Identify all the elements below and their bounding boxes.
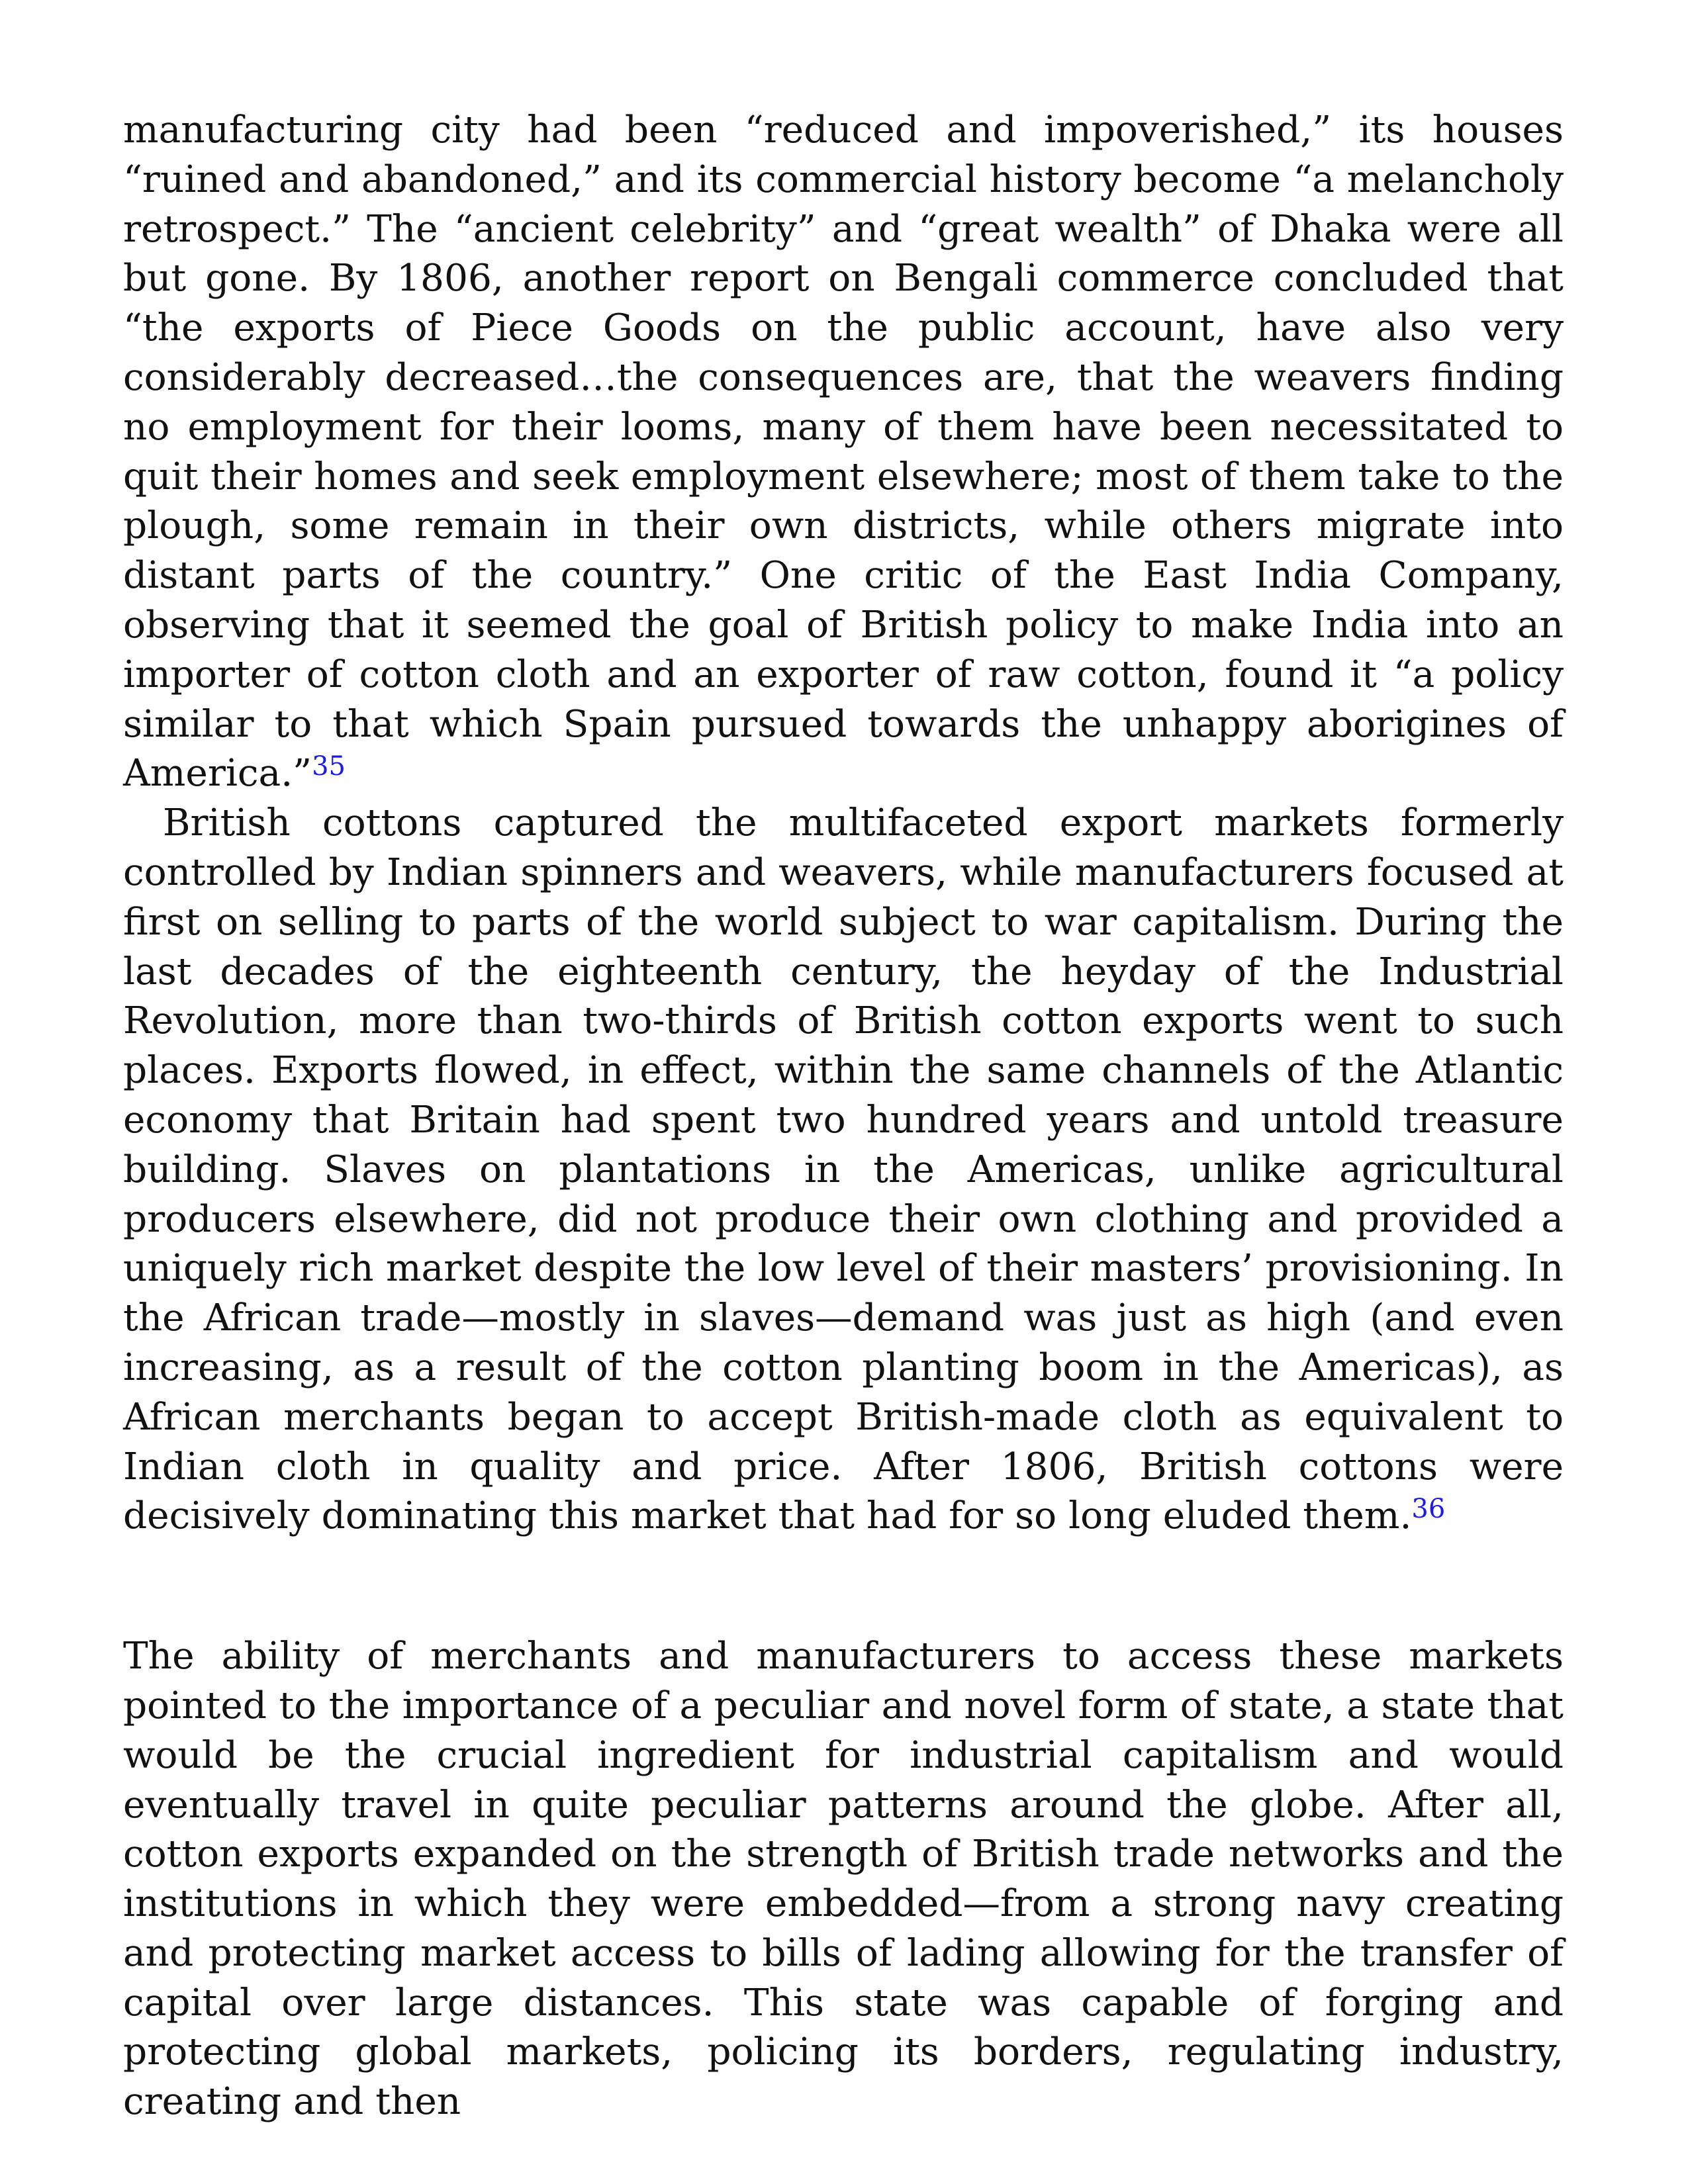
paragraph-text: The ability of merchants and manufacturers to access these markets pointed to the importance of a peculiar and novel form of state, a state that would be the crucial ingredient for industrial capitalism and would eventually travel in quite peculiar patterns around the globe. After all, cotton exports expanded on the strength of British trade networks and the institutions in which they were embedded—from a strong navy creating and protecting market access to bills of lading allowing for the transfer of capital over large distances. This state was capable of forging and protecting global markets, policing its borders, regulating industry, creating and then: [123, 1635, 1564, 2124]
footnote-link-36[interactable]: 36: [1411, 1494, 1446, 1525]
paragraph-text: manufacturing city had been “reduced and impoverished,” its houses “ruined and abandoned,” and its commercial history become “a melancholy retrospect.” The “ancient celebrity” and “great wealth” of Dhaka were all but gone. By 1806, another report on Bengali commerce concluded that “the exports of Piece Goods on the public account, have also very considerably decreased…the consequences are, that the weavers finding no employment for their looms, many of them have been necessitated to quit their homes and seek employment elsewhere; most of them take to the plough, some remain in their own districts, while others migrate into distant parts of the country.” One critic of the East India Company, observing that it seemed the goal of British policy to make India into an importer of cotton cloth and an exporter of raw cotton, found it “a policy similar to that which Spain pursued towards the unhappy aborigines of America.”: [123, 109, 1564, 796]
paragraph-text: British cottons captured the multifaceted export markets formerly controlled by Indian spinners and weavers, while manufacturers focused at first on selling to parts of the world subject to war capitalism. During the last decades of the eighteenth century, the heyday of the Industrial Revolution, more than two-thirds of British cotton exports went to such places. Exports flowed, in effect, within the same channels of the Atlantic economy that Britain had spent two hundred years and untold treasure building. Slaves on plantations in the Americas, unlike agricultural producers elsewhere, did not produce their own clothing and provided a uniquely rich market despite the low level of their masters’ provisioning. In the African trade—mostly in slaves—demand was just as high (and even increasing, as a result of the cotton planting boom in the Americas), as African merchants began to accept British-made cloth as equivalent to Indian cloth in quality and price. After 1806, British cottons were decisively dominating this market that had for so long eluded them.: [123, 801, 1564, 1538]
paragraph-continuation: [123, 106, 1564, 799]
paragraph-new-section: [123, 1632, 1564, 2127]
paragraph-british-cottons: [123, 799, 1564, 1541]
footnote-link-35[interactable]: 35: [312, 751, 346, 782]
document-page: [123, 106, 1564, 2127]
